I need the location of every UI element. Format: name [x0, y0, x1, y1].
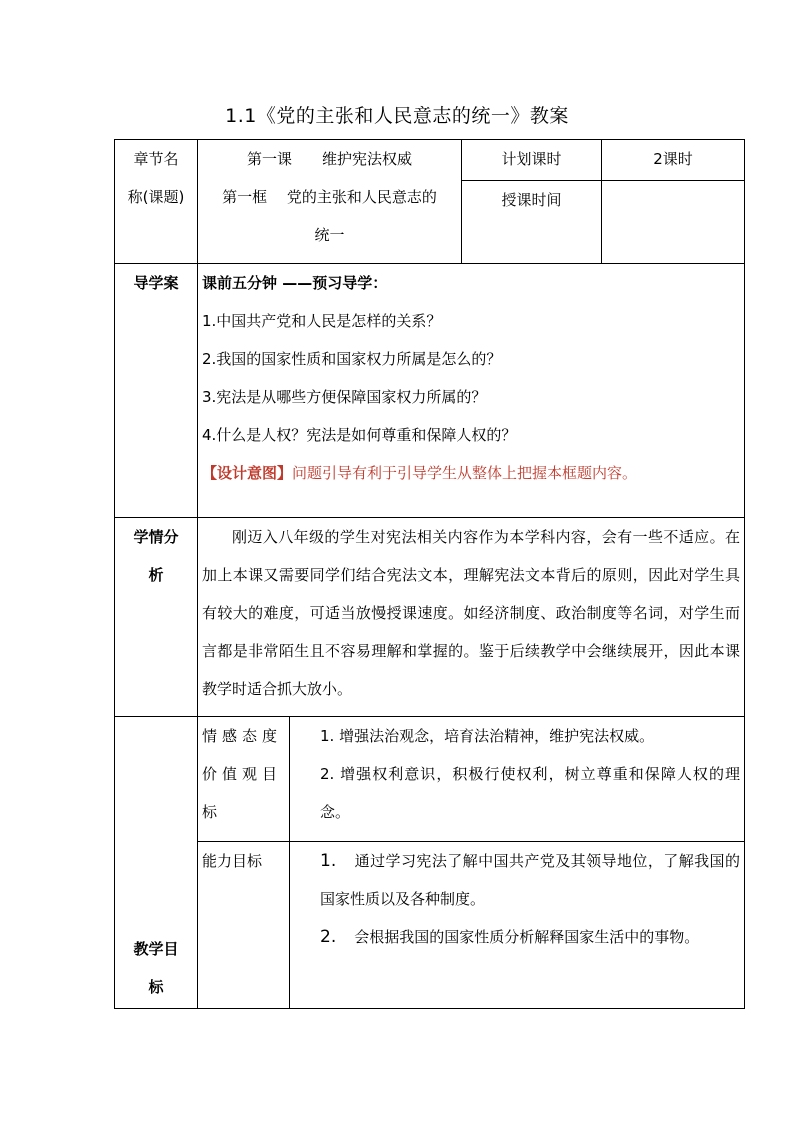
lesson-title-cell — [198, 140, 462, 264]
analysis-row — [115, 518, 745, 717]
ability-goal-content — [290, 842, 745, 1009]
guide-question: 1.中国共产党和人民是怎样的关系？ — [202, 312, 442, 330]
guide-heading: 课前五分钟 ——预习导学： — [202, 274, 388, 292]
ability-goal-item — [320, 842, 740, 918]
lesson-title-line-3: 统一 — [314, 226, 345, 244]
ability-goal-item — [320, 918, 740, 956]
goals-label-line-1: 教学目 — [133, 940, 179, 958]
teach-time-label: 授课时间 — [462, 181, 602, 264]
chapter-label-line-1: 章节名 — [133, 150, 179, 168]
ability-goal-label: 能力目标 — [198, 842, 290, 1009]
emotion-goal-content — [290, 717, 745, 842]
guide-question: 4.什么是人权？宪法是如何尊重和保障人权的？ — [202, 426, 517, 444]
analysis-text: 刚迈入八年级的学生对宪法相关内容作为本学科内容，会有一些不适应。在加上本课又需要同学们结合宪法文本，理解宪法文本背后的原则，因此对学生具有较大的难度，可适当放慢授课速度。如经济制度、政治制度等名词，对学生而言都是非常陌生且不容易理解和掌握的。鉴于后续教学中会继续展开，因此本课教学时适合抓大放小。 — [202, 528, 740, 698]
emotion-goal-label-line-1: 情感态度 — [202, 727, 283, 745]
guide-label: 导学案 — [115, 264, 198, 518]
planned-hours-label: 计划课时 — [462, 140, 602, 181]
design-intent-text: 问题引导有利于引导学生从整体上把握本框题内容。 — [292, 464, 638, 482]
lesson-plan-table — [114, 139, 745, 1009]
analysis-label — [115, 518, 198, 717]
ability-goal-number: 1. — [320, 851, 337, 871]
emotion-goal-item: 1. 增强法治观念，培育法治精神，维护宪法权威。 — [320, 727, 655, 745]
emotion-goal-label-line-3: 标 — [202, 803, 218, 821]
guide-question: 2.我国的国家性质和国家权力所属是怎么的？ — [202, 350, 502, 368]
guide-content — [198, 264, 745, 518]
goals-row-ability — [115, 842, 745, 1009]
chapter-row-1 — [115, 140, 745, 181]
goals-row-emotion — [115, 717, 745, 842]
emotion-goal-label-line-2: 价值观目 — [202, 765, 283, 783]
guide-row — [115, 264, 745, 518]
chapter-label-line-2: 称(课题) — [127, 188, 185, 206]
guide-question: 3.宪法是从哪些方便保障国家权力所属的？ — [202, 388, 487, 406]
document-title: 1.1《党的主张和人民意志的统一》教案 — [225, 105, 569, 127]
analysis-content — [198, 518, 745, 717]
emotion-goal-label — [198, 717, 290, 842]
goals-label — [115, 717, 198, 1009]
design-intent — [202, 454, 740, 492]
ability-goal-text: 会根据我国的国家性质分析解释国家生活中的事物。 — [354, 928, 700, 946]
emotion-goal-item: 2. 增强权利意识，积极行使权利，树立尊重和保障人权的理念。 — [320, 765, 740, 821]
teach-time-value — [602, 181, 745, 264]
lesson-title-line-2: 第一框 党的主张和人民意志的 — [222, 188, 437, 206]
goals-label-line-2: 标 — [148, 978, 164, 996]
design-intent-tag: 【设计意图】 — [202, 464, 293, 482]
analysis-label-line-2: 析 — [148, 566, 164, 584]
planned-hours-value: 2课时 — [602, 140, 745, 181]
lesson-title-line-1: 第一课 维护宪法权威 — [246, 150, 412, 168]
chapter-label-cell — [115, 140, 198, 264]
ability-goal-number: 2. — [320, 927, 337, 947]
ability-goal-text: 通过学习宪法了解中国共产党及其领导地位，了解我国的国家性质以及各种制度。 — [320, 852, 740, 908]
analysis-label-line-1: 学情分 — [133, 528, 179, 546]
